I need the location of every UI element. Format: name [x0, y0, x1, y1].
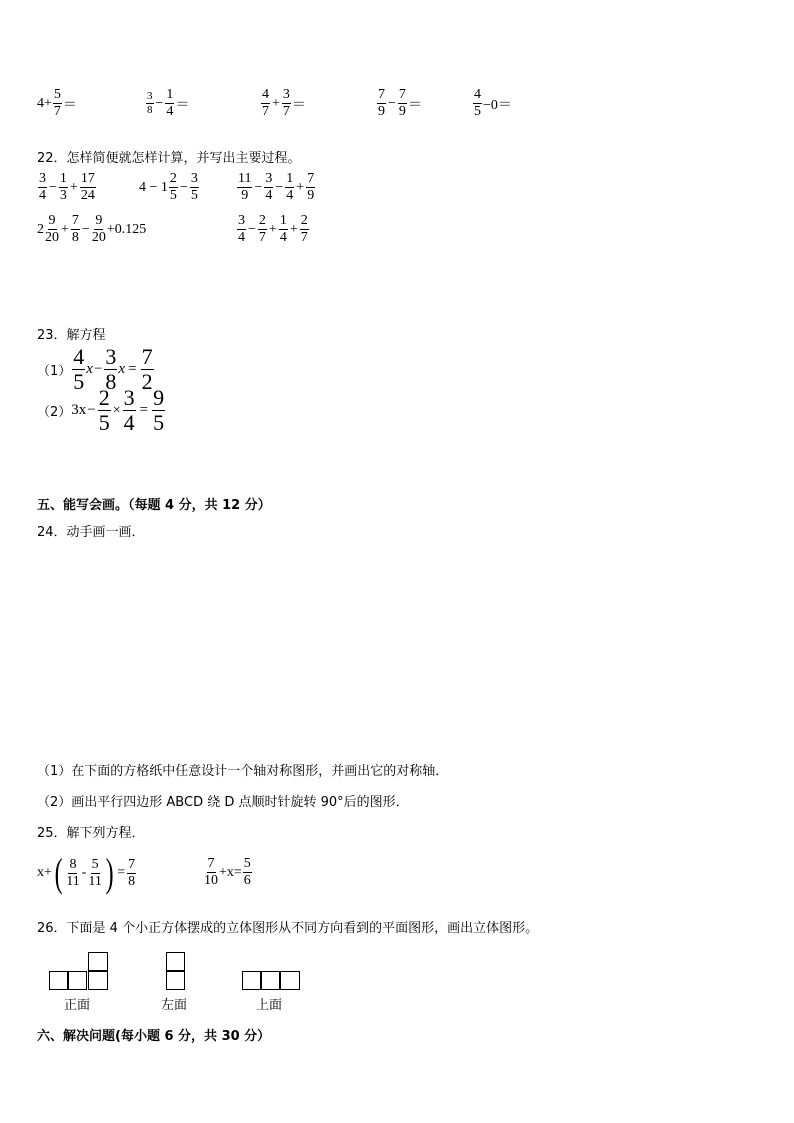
- num: 9: [48, 213, 56, 228]
- text: 2: [37, 221, 44, 237]
- den: 8: [128, 873, 136, 889]
- den: 4: [166, 104, 174, 119]
- fraction: [59, 172, 68, 203]
- q25-title: 25．解下列方程．: [37, 826, 145, 841]
- text: +0.125: [106, 221, 147, 237]
- op: -: [81, 865, 87, 880]
- op: −: [254, 179, 263, 195]
- fraction: [237, 214, 246, 245]
- num: 3: [190, 171, 198, 186]
- fraction: [92, 214, 106, 245]
- den: 4: [39, 188, 46, 203]
- op: +: [272, 95, 280, 111]
- num: 4: [262, 87, 269, 102]
- num: 3: [123, 385, 135, 410]
- num: 2: [169, 171, 177, 186]
- fraction: [71, 214, 80, 245]
- label: （2）: [37, 405, 72, 420]
- section-6-title: 六、解决问题(每小题 6 分，共 30 分）: [37, 1029, 271, 1044]
- q24-title: 24．动手画一画．: [37, 525, 145, 540]
- num: 8: [69, 856, 77, 872]
- q22-expr-c: [236, 172, 316, 203]
- left-paren: (: [54, 850, 63, 895]
- op: −: [179, 179, 188, 195]
- den: 5: [98, 410, 110, 435]
- fraction: [66, 858, 79, 889]
- square: [261, 971, 280, 990]
- fraction: [72, 346, 85, 393]
- fraction: [282, 88, 291, 119]
- op: =: [128, 361, 137, 377]
- text: 3x: [71, 402, 87, 418]
- q22-expr-d: [37, 214, 146, 245]
- den: 6: [243, 873, 251, 888]
- den: 8: [105, 369, 117, 394]
- fraction: [261, 88, 270, 119]
- fraction: [88, 858, 101, 889]
- op: −: [93, 361, 103, 377]
- op: −: [87, 402, 96, 418]
- num: 9: [153, 385, 165, 410]
- square: [166, 952, 185, 971]
- num: 1: [279, 213, 287, 228]
- den: 9: [378, 104, 385, 119]
- expr-21-4: [376, 88, 422, 119]
- fraction: [300, 214, 309, 245]
- num: 7: [207, 856, 215, 871]
- text: +x=: [219, 864, 242, 880]
- num: 7: [307, 171, 315, 186]
- num: 5: [243, 856, 251, 871]
- fraction: [38, 172, 47, 203]
- square: [88, 971, 108, 990]
- op: =: [139, 402, 149, 418]
- num: 11: [238, 171, 252, 186]
- op: +: [289, 221, 298, 237]
- fraction: [306, 172, 315, 203]
- section-5-title: 五、能写会画。（每题 4 分，共 12 分）: [37, 498, 271, 513]
- num: 5: [91, 856, 99, 872]
- den: 8: [71, 230, 79, 245]
- q25-equation-1: [37, 850, 137, 895]
- op: −: [155, 95, 164, 111]
- left-view-label: 左面: [161, 998, 188, 1013]
- den: 11: [88, 873, 102, 889]
- square: [280, 971, 300, 990]
- fraction: [152, 387, 165, 434]
- den: 7: [258, 230, 266, 245]
- num: 1: [166, 87, 174, 102]
- fraction: [98, 387, 111, 434]
- num: 3: [39, 171, 46, 186]
- den: 4: [265, 188, 273, 203]
- text: ＝: [407, 97, 422, 113]
- den: 9: [398, 104, 406, 119]
- num: 3: [265, 171, 273, 186]
- den: 5: [153, 410, 165, 435]
- fraction: [258, 214, 267, 245]
- fraction: [237, 172, 252, 203]
- square: [166, 971, 185, 990]
- den: 5: [474, 104, 481, 119]
- expr-21-3: [260, 88, 306, 119]
- num: 3: [105, 344, 117, 369]
- den: 10: [204, 873, 218, 888]
- den: 7: [262, 104, 269, 119]
- num: 3: [147, 90, 153, 102]
- fraction: [243, 857, 252, 888]
- variable: x: [118, 361, 126, 377]
- q24-part-1: （1）在下面的方格纸中任意设计一个轴对称图形，并画出它的对称轴．: [37, 764, 449, 779]
- text: 4 − 1: [139, 179, 168, 195]
- num: 7: [141, 344, 153, 369]
- q22-expr-a: [37, 172, 97, 203]
- den: 24: [80, 188, 95, 203]
- q22-title: 22．怎样简便就怎样计算，并写出主要过程。: [37, 151, 301, 166]
- den: 4: [123, 410, 135, 435]
- den: 7: [53, 104, 61, 119]
- num: 1: [286, 171, 294, 186]
- op: −: [275, 179, 284, 195]
- fraction: [53, 88, 62, 119]
- text: x+: [37, 865, 52, 880]
- den: 4: [286, 188, 294, 203]
- op: +: [61, 221, 69, 237]
- fraction: [169, 172, 178, 203]
- op: +: [69, 179, 78, 195]
- den: 7: [300, 230, 308, 245]
- fraction: [264, 172, 273, 203]
- front-view-label: 正面: [64, 998, 91, 1013]
- label: （1）: [37, 364, 72, 379]
- num: 7: [378, 87, 385, 102]
- fraction: [123, 387, 136, 434]
- fraction: [285, 172, 294, 203]
- square: [88, 952, 108, 971]
- num: 7: [398, 87, 406, 102]
- op: −: [81, 221, 90, 237]
- fraction: [165, 88, 174, 119]
- den: 2: [141, 369, 153, 394]
- den: 20: [45, 230, 59, 245]
- num: 4: [73, 344, 85, 369]
- op: =: [117, 865, 126, 880]
- fraction: [141, 346, 154, 393]
- text: ＝: [175, 97, 190, 113]
- op: −: [388, 95, 396, 111]
- q23-equation-1: [37, 346, 155, 393]
- op: ×: [112, 402, 121, 418]
- fraction: [127, 858, 136, 889]
- top-view-label: 上面: [256, 998, 283, 1013]
- text: ＝: [62, 97, 77, 113]
- text: ＝: [291, 97, 306, 113]
- right-paren: ): [105, 850, 114, 895]
- fraction: [398, 88, 407, 119]
- fraction: [80, 172, 96, 203]
- num: 9: [95, 213, 103, 228]
- num: 7: [128, 856, 136, 872]
- q22-expr-b: [139, 172, 200, 203]
- den: 11: [66, 873, 80, 889]
- num: 1: [59, 171, 67, 186]
- den: 4: [238, 230, 245, 245]
- fraction: [473, 88, 482, 119]
- fraction: [279, 214, 288, 245]
- op: −: [248, 221, 256, 237]
- num: 5: [53, 87, 61, 102]
- q24-part-2: （2）画出平行四边形 ABCD 绕 D 点顺时针旋转 90°后的图形．: [37, 795, 409, 810]
- q22-expr-e: [236, 214, 310, 245]
- text: 4+: [37, 95, 52, 111]
- den: 9: [241, 188, 249, 203]
- den: 7: [282, 104, 290, 119]
- fraction: [377, 88, 386, 119]
- num: 3: [282, 87, 290, 102]
- square: [49, 971, 68, 990]
- q25-equation-2: [203, 857, 253, 888]
- num: 4: [474, 87, 481, 102]
- square: [242, 971, 261, 990]
- den: 8: [147, 104, 153, 116]
- num: 2: [98, 385, 110, 410]
- variable: x: [86, 361, 93, 377]
- fraction: [45, 214, 59, 245]
- fraction: [146, 91, 154, 116]
- q26-title: 26．下面是 4 个小正方体摆成的立体图形从不同方向看到的平面图形，画出立体图形。: [37, 921, 539, 936]
- op: +: [268, 221, 277, 237]
- num: 2: [300, 213, 308, 228]
- fraction: [204, 857, 218, 888]
- num: 3: [238, 213, 245, 228]
- den: 20: [91, 230, 106, 245]
- num: 2: [258, 213, 266, 228]
- expr-21-5: [472, 88, 512, 119]
- expr-21-1: [37, 88, 77, 119]
- den: 3: [59, 188, 67, 203]
- text: −0＝: [483, 97, 512, 113]
- den: 5: [190, 188, 198, 203]
- den: 4: [279, 230, 287, 245]
- den: 5: [169, 188, 177, 203]
- q23-title: 23．解方程: [37, 328, 106, 343]
- den: 9: [307, 188, 315, 203]
- square: [68, 971, 87, 990]
- num: 7: [71, 213, 79, 228]
- expr-21-2: [145, 88, 189, 119]
- num: 17: [80, 171, 95, 186]
- den: 5: [73, 369, 85, 394]
- op: +: [296, 179, 305, 195]
- q23-equation-2: [37, 387, 166, 434]
- op: −: [49, 179, 57, 195]
- fraction: [190, 172, 199, 203]
